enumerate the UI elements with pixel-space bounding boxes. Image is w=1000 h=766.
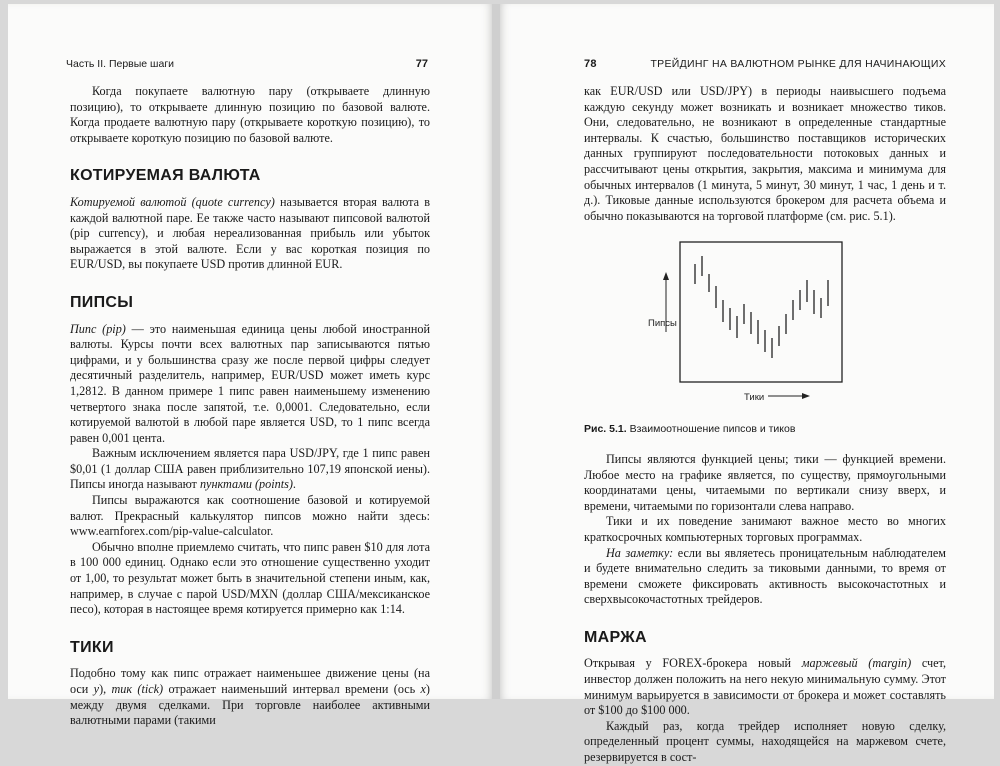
running-head-text: Часть II. Первые шаги [66,58,175,70]
right-text-column [584,84,946,766]
paragraph-text: если вы являетесь проницательным наблюдателем и будете внимательно следить за тиковыми данными, то время от времени сможете фиксировать активность высокочастотных и сверхвысокочастотных трейдеров. [584,545,946,607]
caption-number: Рис. 5.1. [584,423,627,436]
paragraph-ticks-continued: как EUR/USD или USD/JPY) в периоды наивысшего подъема каждую секунду может возникать и возникает множество тиков. Они, следовательно, не возникают в определенные стандартные интервалы. К счастью, большинство поставщиков исторических данных группируют последовательности потоковых данных и рассчитывают цены открытия, закрытия, максима и минимума для обычных интервалов (1 минута, 5 минут, 30 минут, 1 час, 1 день и т. д.). Тиковые данные используются брокером для расчета объема и обычно показываются на торговой платформе (см. рис. 5.1). [584,84,946,223]
note-label: На заметку: [606,545,674,560]
right-page [500,4,994,765]
x-axis-label: Тики [744,392,765,404]
paragraph-quote-currency [70,195,430,273]
paragraph-text: Подобно тому как пипс отражает наименьшее движение цены (на оси [70,666,430,696]
heading-pips: ПИПСЫ [70,293,134,311]
paragraph-programs: Тики и их поведение занимают важное место во многих краткосрочных компьютерных торговых программах. [584,514,946,544]
figure-pips-ticks [584,234,946,416]
axis-x-term: x [420,682,426,696]
paragraph-text: ) между двумя сделками. При торговле наиболее активными валютными парами (такими [70,682,430,728]
figure-caption [584,422,946,438]
paragraph-ticks [70,666,430,728]
pips-ticks-diagram [584,234,946,416]
term-pip: Пипс (pip) [70,321,126,336]
paragraph-intro: Когда покупаете валютную пару (открываете длинную позицию), то открываете длинную позицию по базовой валюте. Когда продаете валютную пару (открываете короткую позицию), то открываете короткую позицию по базовой валюте. [70,84,430,145]
paragraph-text: — это наименьшая единица цены любой иностранной валюты. Курсы почти всех валютных пар записываются пятью цифрами, и у большинства сразу же после первой цифры следует десятичный разделитель, например, EUR/USD может иметь курс 1,2812. В данном примере 1 пипс равен наименьшему изменению четвертого знака после запятой, т.е. 0,0001. Следовательно, если котируемой валютой в любой паре является USD, то 1 пипс всегда равен 0,001 цента. [70,321,430,445]
x-arrow-head [802,393,810,399]
y-axis-label: Пипсы [648,318,677,330]
left-page [8,4,492,728]
y-arrow-head [663,272,669,280]
paragraph-functions: Пипсы являются функцией цены; тики — функцией времени. Любое место на графике является, по существу, прямоугольными координатами цены, читаемыми по вертикали снизу вверх, и времени, читаемыми по горизонтали слева направо. [584,451,946,513]
running-head-text: ТРЕЙДИНГ НА ВАЛЮТНОМ РЫНКЕ ДЛЯ НАЧИНАЮЩИХ [650,58,946,70]
paragraph-margin-reserve: Каждый раз, когда трейдер исполняет новую сделку, определенный процент суммы, находящейся на маржевом счете, резервируется в сост- [584,718,946,765]
paragraph-text: отражает наименьший интервал времени (ось [163,682,421,696]
paragraph-text: Важным исключением является пара USD/JPY, где 1 пипс равен $0,01 (1 доллар США равен приблизительно 107,19 японской иены). Пипсы иногда называют [70,446,430,492]
paragraph-text: счет, инвестор должен положить на него некую минимальную сумму. Этот минимум варьируется в зависимости от брокера и может составлять от $100 до $100 000. [584,656,947,718]
running-head-right [584,58,946,72]
heading-quote-currency: КОТИРУЕМАЯ ВАЛЮТА [70,167,261,185]
chart-frame [680,242,842,382]
paragraph-text: . [292,477,296,492]
paragraph-pips-calculator: Пипсы выражаются как соотношение базовой и котируемой валют. Прекрасный калькулятор пипсов можно найти здесь: www.earnforex.com/pip-value-calculator. [70,493,430,539]
paragraph-text: ), [99,682,112,696]
running-head-left [66,58,428,72]
tick-bars [695,256,828,358]
page-number: 78 [584,58,597,70]
paragraph-pips-exception [70,446,430,493]
term-tick: тик (tick) [111,682,164,696]
book-gutter [492,4,500,699]
paragraph-text: называется вторая валюта в каждой валютной паре. Ее также часто называют пипсовой валютой (pip currency), и любая нереализованная прибыль или убыток выражается в этой валюте. Если у вас короткая позиция по EUR/USD, вы покупаете USD против длинной EUR. [70,194,431,272]
paragraph-note [584,546,946,608]
left-text-column [70,84,430,729]
paragraph-pips-definition [70,322,430,447]
term-points: пунктами (points) [199,477,293,492]
caption-text: Взаимоотношение пипсов и тиков [626,423,796,436]
axis-y-term: y [93,682,100,696]
paragraph-pips-lot: Обычно вполне приемлемо считать, что пипс равен $10 для лота в 100 000 единиц. Однако если это отношение существенно уходит от 1,00, то результат может быть в значительной степени иным, как, например, в случае с парой USD/MXN (доллар США/мексиканское песо), которая в настоящее время котируется примерно как 1:14. [70,539,430,617]
heading-ticks: ТИКИ [70,638,114,656]
heading-margin: МАРЖА [584,628,647,646]
page-number: 77 [415,58,428,70]
term-quote-currency: Котируемой валютой (quote currency) [70,194,275,209]
paragraph-margin-account [584,656,946,718]
term-margin: маржевый (margin) [801,656,912,671]
paragraph-text: Открывая у FOREX-брокера новый [584,656,802,671]
